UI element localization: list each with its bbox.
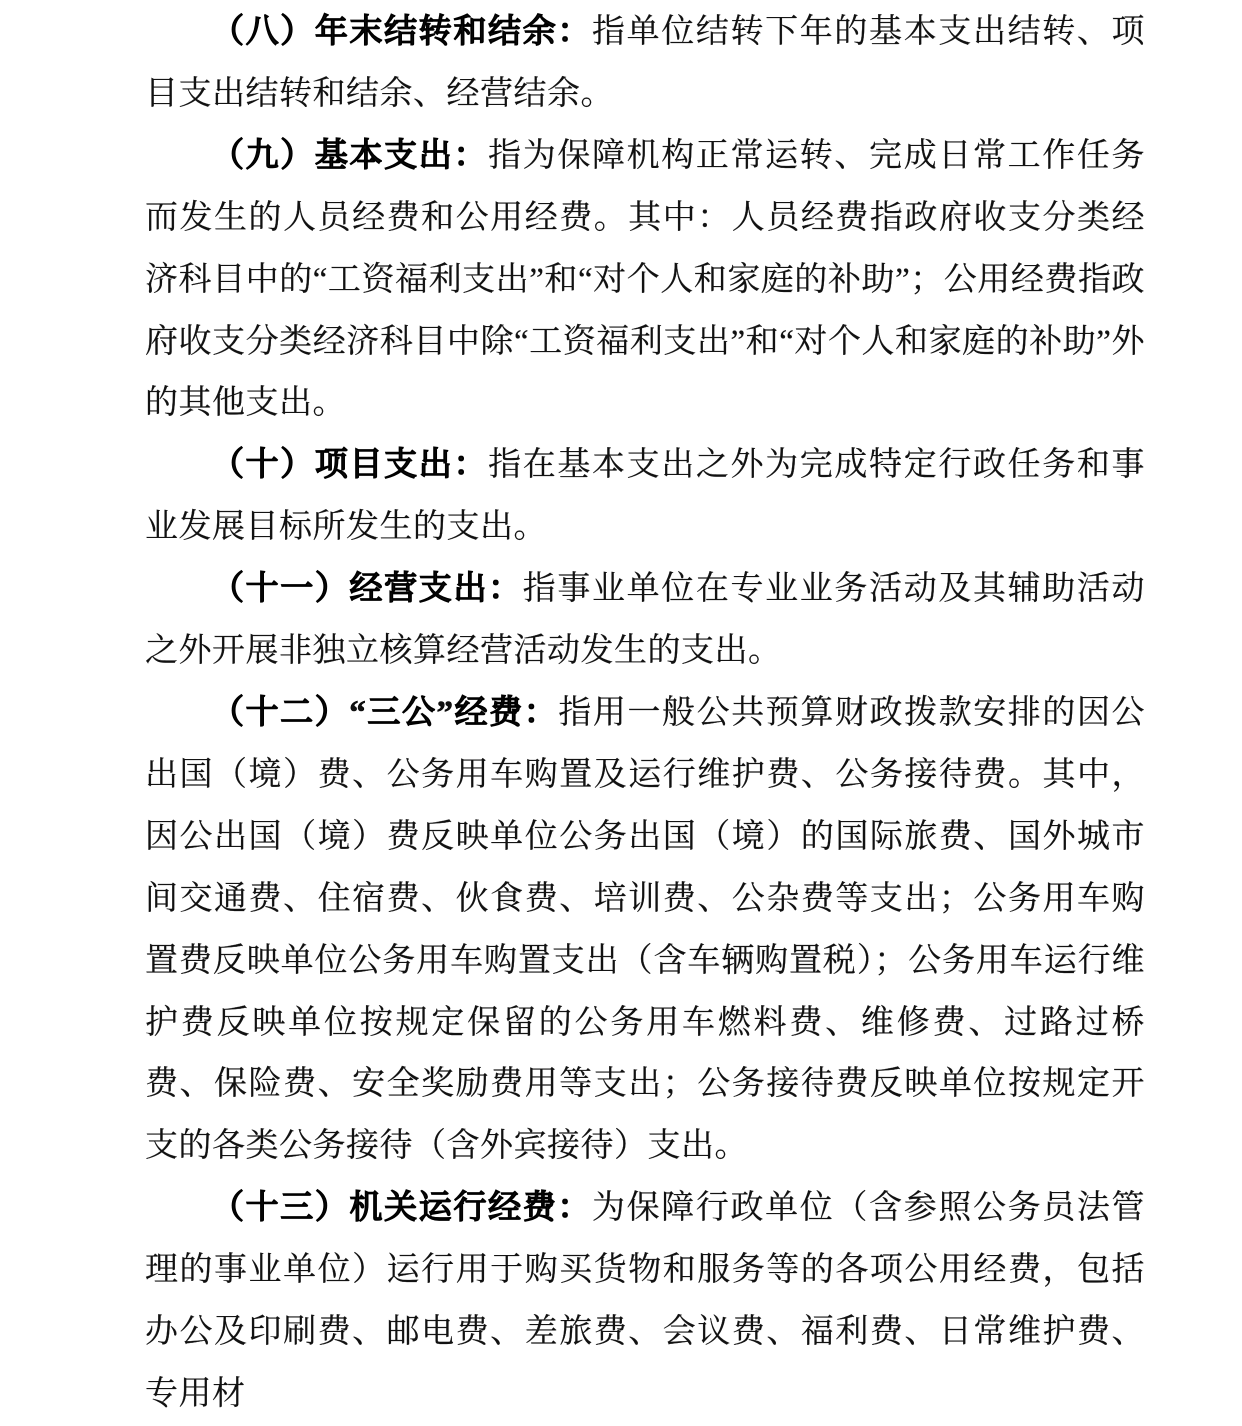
definition-paragraph bbox=[145, 559, 1145, 683]
term-definition: 指用一般公共预算财政拨款安排的因公出国（境）费、公务用车购置及运行维护费、公务接待费。其中，因公出国（境）费反映单位公务出国（境）的国际旅费、国外城市间交通费、住宿费、伙食费、培训费、公杂费等支出；公务用车购置费反映单位公务用车购置支出（含车辆购置税）；公务用车运行维护费反映单位按规定保留的公务用车燃料费、维修费、过路过桥费、保险费、安全奖励费用等支出；公务接待费反映单位按规定开支的各类公务接待（含外宾接待）支出。 bbox=[145, 694, 1146, 1165]
term-definition: 指为保障机构正常运转、完成日常工作任务而发生的人员经费和公用经费。其中：人员经费指政府收支分类经济科目中的“工资福利支出”和“对个人和家庭的补助”；公用经费指政府收支分类经济科目中除“工资福利支出”和“对个人和家庭的补助”外的其他支出。 bbox=[145, 137, 1146, 422]
definition-paragraph bbox=[145, 1178, 1145, 1426]
definition-paragraph bbox=[145, 2, 1145, 126]
definition-paragraph bbox=[145, 126, 1145, 436]
definition-paragraph bbox=[145, 435, 1145, 559]
term-definition: 指在基本支出之外为完成特定行政任务和事业发展目标所发生的支出。 bbox=[145, 447, 1146, 546]
term-definition: 指单位结转下年的基本支出结转、项目支出结转和结余、经营结余。 bbox=[145, 14, 1146, 112]
document-body bbox=[145, 0, 1145, 1426]
term-heading: （十）项目支出： bbox=[211, 447, 489, 484]
term-heading: （十二）“三公”经费： bbox=[211, 694, 559, 731]
term-definition: 指事业单位在专业业务活动及其辅助活动之外开展非独立核算经营活动发生的支出。 bbox=[145, 571, 1146, 670]
definition-paragraph bbox=[145, 683, 1145, 1178]
term-heading: （十三）机关运行经费： bbox=[211, 1190, 592, 1227]
term-heading: （十一）经营支出： bbox=[211, 571, 523, 608]
term-heading: （八）年末结转和结余： bbox=[211, 14, 592, 50]
term-definition: 为保障行政单位（含参照公务员法管理的事业单位）运行用于购买货物和服务等的各项公用经费，包括办公及印刷费、邮电费、差旅费、会议费、福利费、日常维护费、专用材 bbox=[145, 1190, 1146, 1412]
term-heading: （九）基本支出： bbox=[211, 137, 489, 174]
